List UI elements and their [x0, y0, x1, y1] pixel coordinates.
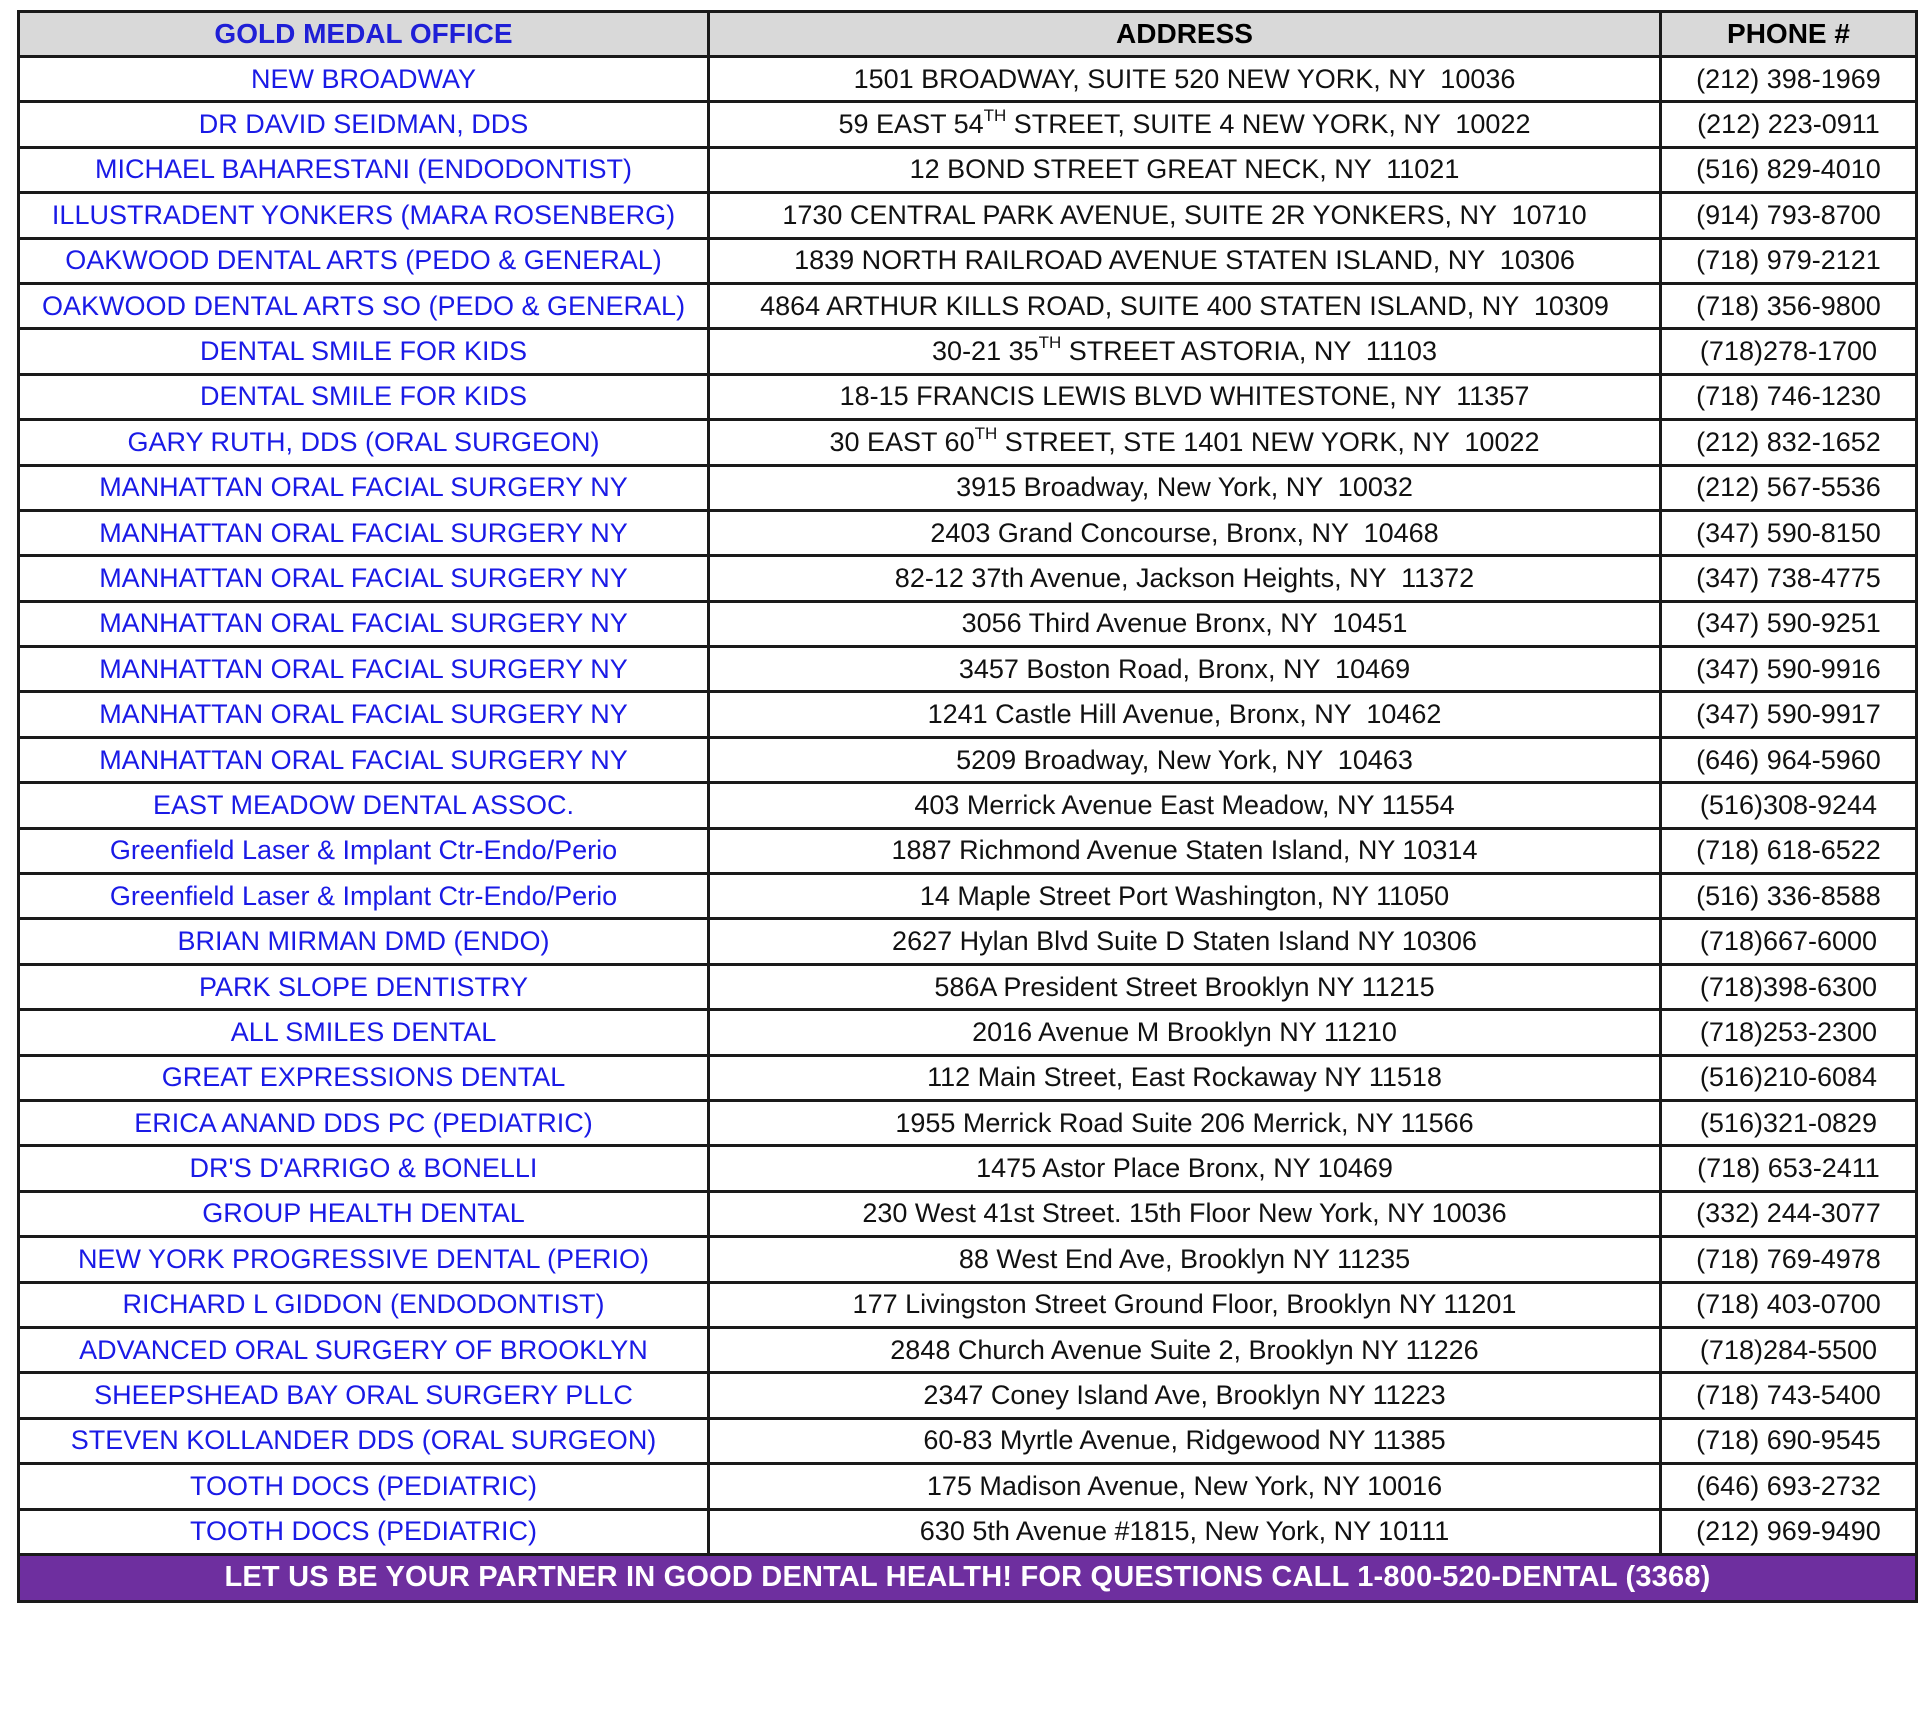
office-phone: (516)210-6084 — [1661, 1055, 1917, 1100]
office-name: NEW YORK PROGRESSIVE DENTAL (PERIO) — [19, 1237, 709, 1282]
table-row — [19, 329, 1917, 374]
office-address: 1730 CENTRAL PARK AVENUE, SUITE 2R YONKERS, NY 10710 — [709, 193, 1661, 238]
office-name: DENTAL SMILE FOR KIDS — [19, 374, 709, 419]
table-row — [19, 1191, 1917, 1236]
office-address: 230 West 41st Street. 15th Floor New York, NY 10036 — [709, 1191, 1661, 1236]
office-name: DR'S D'ARRIGO & BONELLI — [19, 1146, 709, 1191]
office-phone: (347) 738-4775 — [1661, 556, 1917, 601]
address-part: 59 EAST 54 — [838, 109, 984, 140]
office-address: 1241 Castle Hill Avenue, Bronx, NY 10462 — [709, 692, 1661, 737]
office-address: 177 Livingston Street Ground Floor, Brooklyn NY 11201 — [709, 1282, 1661, 1327]
office-address: 112 Main Street, East Rockaway NY 11518 — [709, 1055, 1661, 1100]
table-row — [19, 420, 1917, 465]
office-phone: (212) 567-5536 — [1661, 465, 1917, 510]
office-name: MANHATTAN ORAL FACIAL SURGERY NY — [19, 737, 709, 782]
office-address: 1839 NORTH RAILROAD AVENUE STATEN ISLAND, NY 10306 — [709, 238, 1661, 283]
office-name: MANHATTAN ORAL FACIAL SURGERY NY — [19, 556, 709, 601]
table-row — [19, 1055, 1917, 1100]
office-address: 586A President Street Brooklyn NY 11215 — [709, 964, 1661, 1009]
table-body — [19, 57, 1917, 1555]
office-address: 1955 Merrick Road Suite 206 Merrick, NY 11566 — [709, 1100, 1661, 1145]
office-address: 403 Merrick Avenue East Meadow, NY 11554 — [709, 783, 1661, 828]
office-name: SHEEPSHEAD BAY ORAL SURGERY PLLC — [19, 1373, 709, 1418]
ordinal-suffix: TH — [983, 106, 1007, 126]
table-row — [19, 102, 1917, 147]
office-name: EAST MEADOW DENTAL ASSOC. — [19, 783, 709, 828]
address-column-header: ADDRESS — [709, 12, 1661, 57]
ordinal-suffix: TH — [974, 423, 998, 443]
office-phone: (212) 969-9490 — [1661, 1509, 1917, 1554]
office-phone: (718) 746-1230 — [1661, 374, 1917, 419]
table-row — [19, 1237, 1917, 1282]
office-directory — [17, 10, 1915, 1603]
office-name: GREAT EXPRESSIONS DENTAL — [19, 1055, 709, 1100]
footer-row — [19, 1554, 1917, 1601]
office-phone: (646) 964-5960 — [1661, 737, 1917, 782]
office-phone: (718) 653-2411 — [1661, 1146, 1917, 1191]
office-name: MANHATTAN ORAL FACIAL SURGERY NY — [19, 601, 709, 646]
office-name: Greenfield Laser & Implant Ctr-Endo/Perio — [19, 828, 709, 873]
table-row — [19, 1509, 1917, 1554]
office-address: 2848 Church Avenue Suite 2, Brooklyn NY 11226 — [709, 1327, 1661, 1372]
office-name: TOOTH DOCS (PEDIATRIC) — [19, 1464, 709, 1509]
address-part: STREET ASTORIA, NY 11103 — [1061, 336, 1437, 367]
address-part: STREET, STE 1401 NEW YORK, NY 10022 — [997, 426, 1540, 457]
table-row — [19, 1282, 1917, 1327]
office-phone: (718) 403-0700 — [1661, 1282, 1917, 1327]
office-name: ERICA ANAND DDS PC (PEDIATRIC) — [19, 1100, 709, 1145]
office-phone: (516) 336-8588 — [1661, 874, 1917, 919]
table-row — [19, 1010, 1917, 1055]
office-address: 5209 Broadway, New York, NY 10463 — [709, 737, 1661, 782]
office-address: 630 5th Avenue #1815, New York, NY 10111 — [709, 1509, 1661, 1554]
table-row — [19, 1418, 1917, 1463]
office-phone: (516) 829-4010 — [1661, 147, 1917, 192]
address-part: STREET, SUITE 4 NEW YORK, NY 10022 — [1006, 109, 1531, 140]
office-phone: (718) 769-4978 — [1661, 1237, 1917, 1282]
office-phone: (718)253-2300 — [1661, 1010, 1917, 1055]
office-name: OAKWOOD DENTAL ARTS (PEDO & GENERAL) — [19, 238, 709, 283]
office-address: 2347 Coney Island Ave, Brooklyn NY 11223 — [709, 1373, 1661, 1418]
office-address: 175 Madison Avenue, New York, NY 10016 — [709, 1464, 1661, 1509]
office-phone: (718)278-1700 — [1661, 329, 1917, 374]
table-row — [19, 919, 1917, 964]
table-row — [19, 1327, 1917, 1372]
office-name: STEVEN KOLLANDER DDS (ORAL SURGEON) — [19, 1418, 709, 1463]
office-name: PARK SLOPE DENTISTRY — [19, 964, 709, 1009]
table-row — [19, 147, 1917, 192]
address-part: 30 EAST 60 — [829, 426, 975, 457]
office-name: ALL SMILES DENTAL — [19, 1010, 709, 1055]
office-name: DENTAL SMILE FOR KIDS — [19, 329, 709, 374]
office-phone: (212) 398-1969 — [1661, 57, 1917, 102]
office-address: 1475 Astor Place Bronx, NY 10469 — [709, 1146, 1661, 1191]
table-row — [19, 783, 1917, 828]
table-row — [19, 964, 1917, 1009]
office-name: TOOTH DOCS (PEDIATRIC) — [19, 1509, 709, 1554]
table-row — [19, 510, 1917, 555]
office-address: 14 Maple Street Port Washington, NY 11050 — [709, 874, 1661, 919]
table-row — [19, 601, 1917, 646]
office-name: ADVANCED ORAL SURGERY OF BROOKLYN — [19, 1327, 709, 1372]
office-phone: (516)321-0829 — [1661, 1100, 1917, 1145]
table-row — [19, 556, 1917, 601]
office-phone: (516)308-9244 — [1661, 783, 1917, 828]
office-phone: (212) 223-0911 — [1661, 102, 1917, 147]
office-phone: (718)284-5500 — [1661, 1327, 1917, 1372]
table-row — [19, 1100, 1917, 1145]
table-row — [19, 238, 1917, 283]
table-row — [19, 828, 1917, 873]
office-phone: (914) 793-8700 — [1661, 193, 1917, 238]
office-phone: (718) 690-9545 — [1661, 1418, 1917, 1463]
table-header-row — [19, 12, 1917, 57]
office-phone: (718)398-6300 — [1661, 964, 1917, 1009]
office-name: GROUP HEALTH DENTAL — [19, 1191, 709, 1236]
office-name: Greenfield Laser & Implant Ctr-Endo/Perio — [19, 874, 709, 919]
office-phone: (347) 590-9916 — [1661, 647, 1917, 692]
phone-column-header: PHONE # — [1661, 12, 1917, 57]
office-phone: (347) 590-8150 — [1661, 510, 1917, 555]
office-phone: (646) 693-2732 — [1661, 1464, 1917, 1509]
office-phone: (212) 832-1652 — [1661, 420, 1917, 465]
office-address: 1887 Richmond Avenue Staten Island, NY 10314 — [709, 828, 1661, 873]
office-address: 1501 BROADWAY, SUITE 520 NEW YORK, NY 10036 — [709, 57, 1661, 102]
office-name: DR DAVID SEIDMAN, DDS — [19, 102, 709, 147]
office-address: 12 BOND STREET GREAT NECK, NY 11021 — [709, 147, 1661, 192]
office-name: GARY RUTH, DDS (ORAL SURGEON) — [19, 420, 709, 465]
address-part: 30-21 35 — [932, 336, 1039, 367]
table-row — [19, 737, 1917, 782]
office-address — [709, 420, 1661, 465]
footer-banner: LET US BE YOUR PARTNER IN GOOD DENTAL HEALTH! FOR QUESTIONS CALL 1-800-520-DENTAL (3368) — [19, 1554, 1917, 1601]
table-row — [19, 1464, 1917, 1509]
table-row — [19, 193, 1917, 238]
office-address — [709, 102, 1661, 147]
office-name: RICHARD L GIDDON (ENDODONTIST) — [19, 1282, 709, 1327]
office-name: MICHAEL BAHARESTANI (ENDODONTIST) — [19, 147, 709, 192]
office-address: 82-12 37th Avenue, Jackson Heights, NY 11372 — [709, 556, 1661, 601]
office-phone: (347) 590-9251 — [1661, 601, 1917, 646]
table-row — [19, 874, 1917, 919]
office-address: 2403 Grand Concourse, Bronx, NY 10468 — [709, 510, 1661, 555]
office-phone: (718)667-6000 — [1661, 919, 1917, 964]
table-row — [19, 1373, 1917, 1418]
office-name: MANHATTAN ORAL FACIAL SURGERY NY — [19, 692, 709, 737]
office-address: 3915 Broadway, New York, NY 10032 — [709, 465, 1661, 510]
office-name: MANHATTAN ORAL FACIAL SURGERY NY — [19, 510, 709, 555]
office-phone: (718) 743-5400 — [1661, 1373, 1917, 1418]
table-row — [19, 1146, 1917, 1191]
office-phone: (347) 590-9917 — [1661, 692, 1917, 737]
office-phone: (718) 356-9800 — [1661, 283, 1917, 328]
table-row — [19, 374, 1917, 419]
office-address — [709, 329, 1661, 374]
office-address: 3457 Boston Road, Bronx, NY 10469 — [709, 647, 1661, 692]
table-row — [19, 465, 1917, 510]
table-row — [19, 57, 1917, 102]
table-row — [19, 283, 1917, 328]
office-phone: (718) 979-2121 — [1661, 238, 1917, 283]
office-address: 3056 Third Avenue Bronx, NY 10451 — [709, 601, 1661, 646]
office-name: BRIAN MIRMAN DMD (ENDO) — [19, 919, 709, 964]
office-address: 60-83 Myrtle Avenue, Ridgewood NY 11385 — [709, 1418, 1661, 1463]
office-name: MANHATTAN ORAL FACIAL SURGERY NY — [19, 647, 709, 692]
office-name: OAKWOOD DENTAL ARTS SO (PEDO & GENERAL) — [19, 283, 709, 328]
table-row — [19, 647, 1917, 692]
office-name: ILLUSTRADENT YONKERS (MARA ROSENBERG) — [19, 193, 709, 238]
office-name: MANHATTAN ORAL FACIAL SURGERY NY — [19, 465, 709, 510]
office-address: 88 West End Ave, Brooklyn NY 11235 — [709, 1237, 1661, 1282]
office-name: NEW BROADWAY — [19, 57, 709, 102]
office-table — [17, 10, 1918, 1603]
office-phone: (332) 244-3077 — [1661, 1191, 1917, 1236]
office-address: 4864 ARTHUR KILLS ROAD, SUITE 400 STATEN ISLAND, NY 10309 — [709, 283, 1661, 328]
office-column-header: GOLD MEDAL OFFICE — [19, 12, 709, 57]
office-address: 2627 Hylan Blvd Suite D Staten Island NY 10306 — [709, 919, 1661, 964]
office-address: 18-15 FRANCIS LEWIS BLVD WHITESTONE, NY 11357 — [709, 374, 1661, 419]
office-address: 2016 Avenue M Brooklyn NY 11210 — [709, 1010, 1661, 1055]
office-phone: (718) 618-6522 — [1661, 828, 1917, 873]
ordinal-suffix: TH — [1038, 333, 1062, 353]
table-row — [19, 692, 1917, 737]
